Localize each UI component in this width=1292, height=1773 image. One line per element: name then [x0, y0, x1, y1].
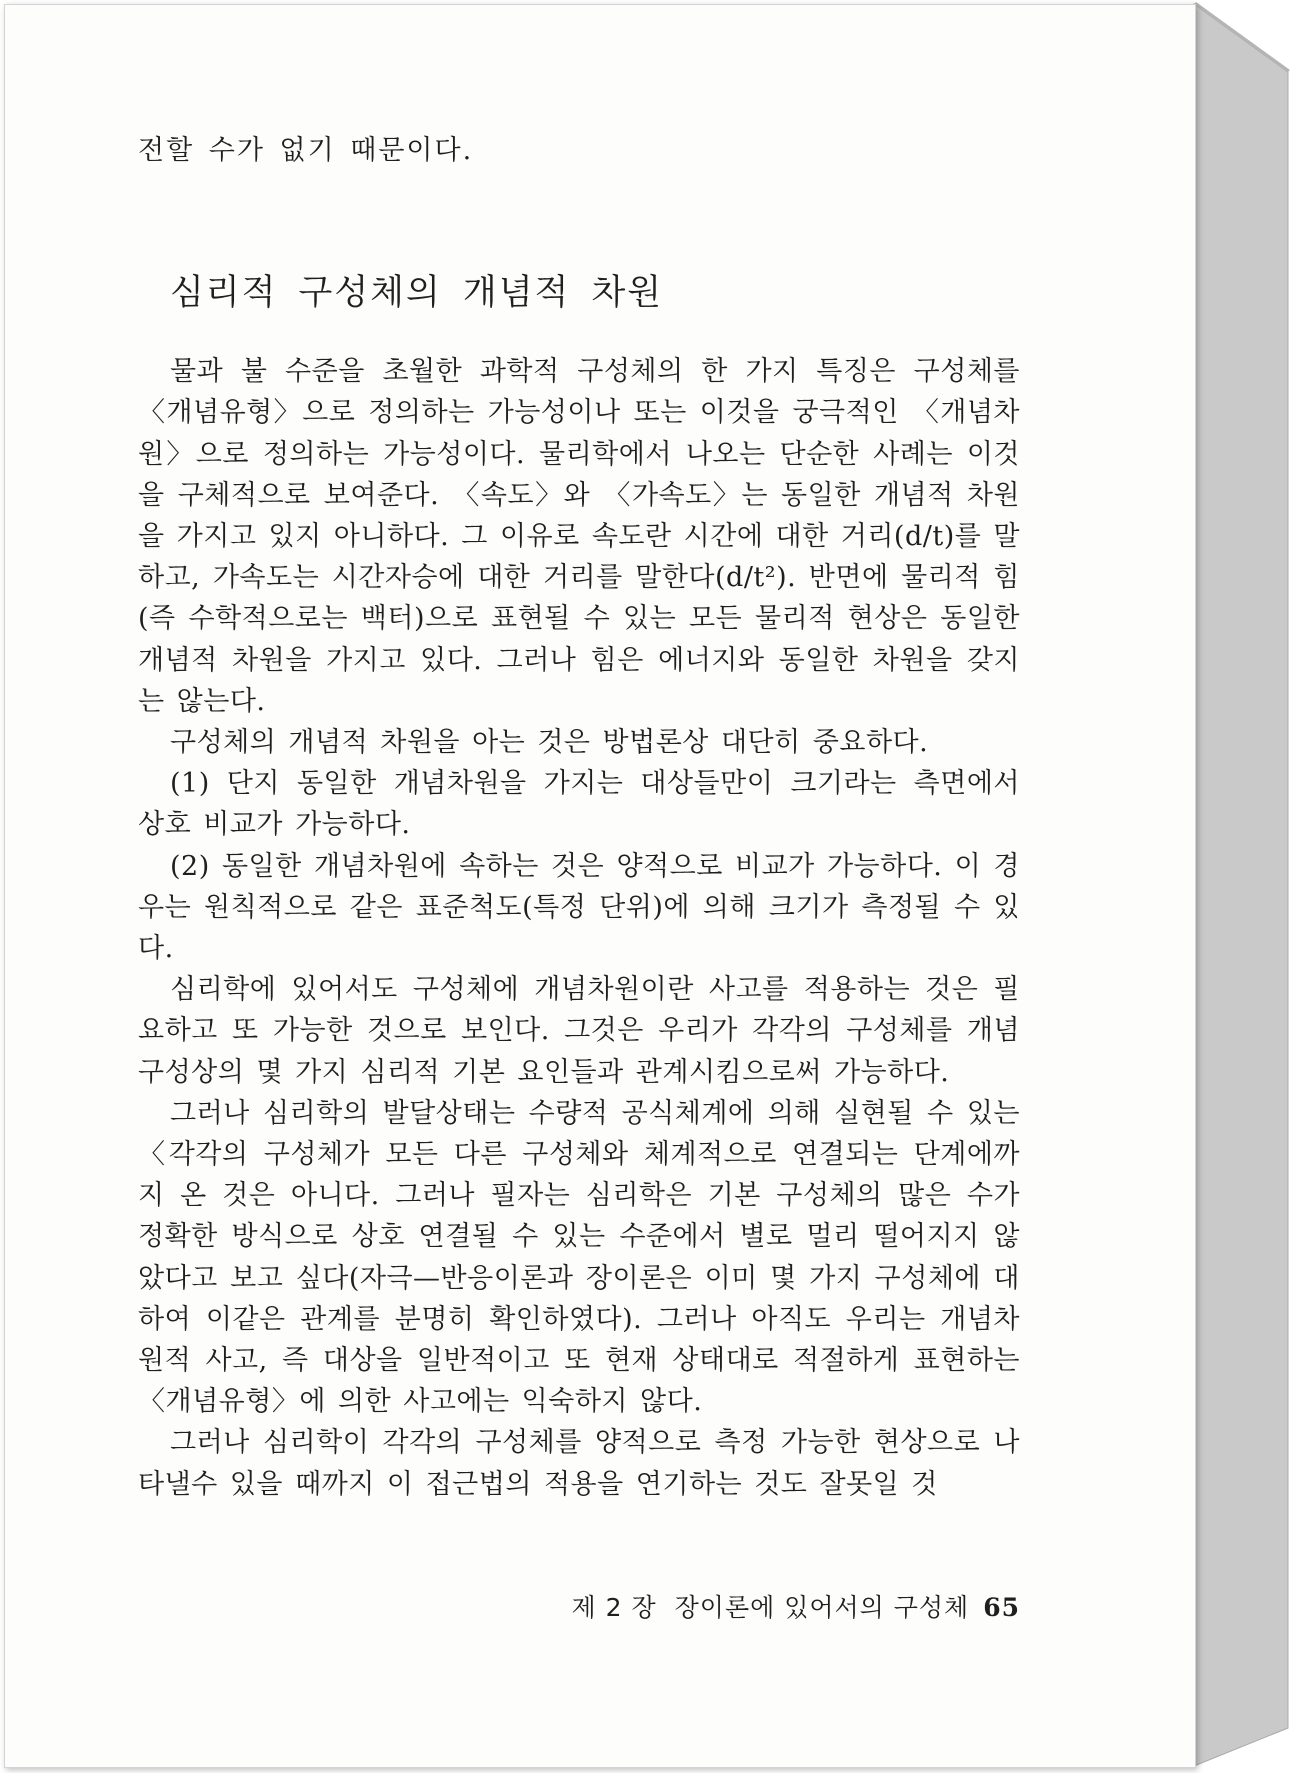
running-footer — [540, 1591, 1020, 1625]
paragraph-6: 그러나 심리학의 발달상태는 수량적 공식체계에 의해 실현될 수 있는 〈각각의 구성체가 모든 다른 구성체와 체계적으로 연결되는 단계에까지 온 것은 아니다. 그러나 필자는 심리학은 기본 구성체의 많은 수가 정확한 방식으로 상호 연결될 수 있는 수준에서 별로 멀리 떨어지지 않았다고 보고 싶다(자극—반응이론과 장이론은 이미 몇 가지 구성체에 대하여 이같은 관계를 분명히 확인하였다). 그러나 아직도 우리는 개념차원적 사고, 즉 대상을 일반적이고 또 현재 상태대로 적절하게 표현하는 〈개념유형〉에 의한 사고에는 익숙하지 않다. — [138, 1097, 1020, 1418]
book-edge-side — [1194, 4, 1288, 1766]
paragraph-3: (1) 단지 동일한 개념차원을 가지는 대상들만이 크기라는 측면에서 상호 비교가 가능하다. — [138, 768, 1020, 841]
chapter-label: 제 2 장 — [571, 1593, 657, 1622]
paragraph-7: 그러나 심리학이 각각의 구성체를 양적으로 측정 가능한 현상으로 나타낼수 있을 때까지 이 접근법의 적용을 연기하는 것도 잘못일 것 — [138, 1427, 1020, 1500]
paragraph-5: 심리학에 있어서도 구성체에 개념차원이란 사고를 적용하는 것은 필요하고 또 가능한 것으로 보인다. 그것은 우리가 각각의 구성체를 개념구성상의 몇 가지 심리적 기본 요인들과 관계시킴으로써 가능하다. — [138, 974, 1020, 1088]
paragraph-4: (2) 동일한 개념차원에 속하는 것은 양적으로 비교가 가능하다. 이 경우는 원칙적으로 같은 표준척도(특정 단위)에 의해 크기가 측정될 수 있다. — [138, 850, 1020, 965]
paragraph-1: 물과 불 수준을 초월한 과학적 구성체의 한 가지 특징은 구성체를 〈개념유형〉으로 정의하는 가능성이나 또는 이것을 궁극적인 〈개념차원〉으로 정의하는 가능성이다. 물리학에서 나오는 단순한 사례는 이것을 구체적으로 보여준다. 〈속도〉와 〈가속도〉는 동일한 개념적 차원을 가지고 있지 아니하다. 그 이유로 속도란 시간에 대한 거리(d/t)를 말하고, 가속도는 시간자승에 대한 거리를 말한다(d/t²). 반면에 물리적 힘(즉 수학적으로는 백터)으로 표현될 수 있는 모든 물리적 현상은 동일한 개념적 차원을 가지고 있다. 그러나 힘은 에너지와 동일한 차원을 갖지는 않는다. — [138, 356, 1020, 717]
chapter-title: 장이론에 있어서의 구성체 — [674, 1593, 970, 1622]
page-number: 65 — [983, 1593, 1020, 1622]
continued-line: 전할 수가 없기 때문이다. — [138, 135, 474, 166]
paragraph-2: 구성체의 개념적 차원을 아는 것은 방법론상 대단히 중요하다. — [170, 727, 929, 759]
page-body — [138, 130, 1020, 1505]
section-title: 심리적 구성체의 개념적 차원 — [170, 273, 664, 314]
